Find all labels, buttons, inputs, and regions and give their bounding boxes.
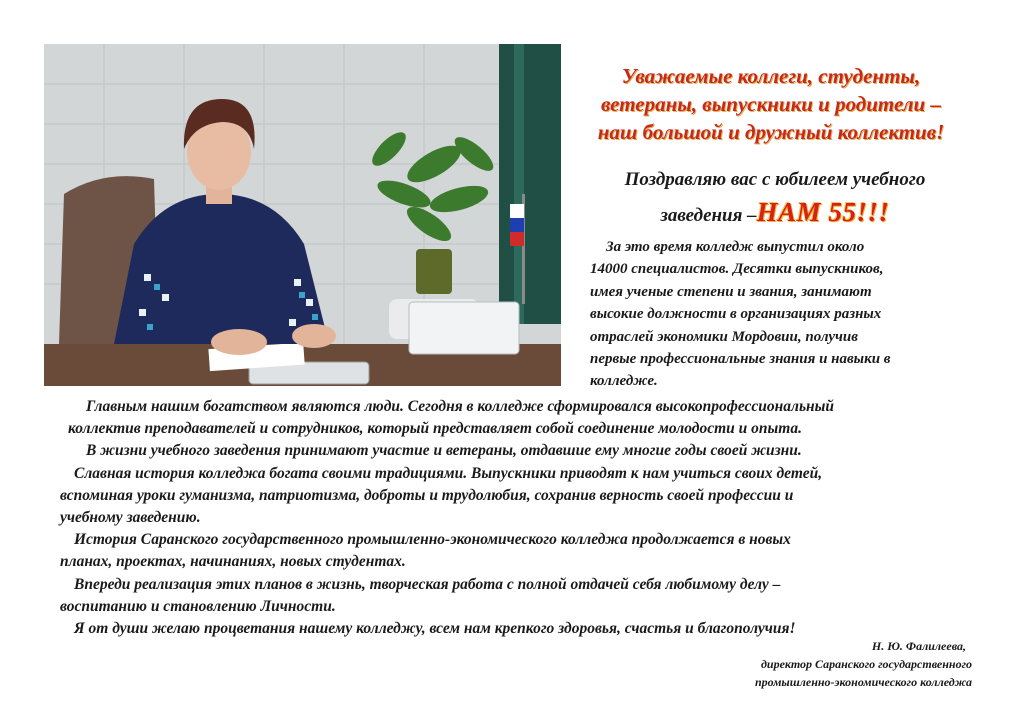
signature-title-line-1: директор Саранского государственного bbox=[760, 657, 972, 671]
greeting-line: наш большой и дружный коллектив! bbox=[597, 120, 945, 144]
congrats-prefix: заведения – bbox=[660, 205, 757, 226]
main-text-line: планах, проектах, начинаниях, новых студентах. bbox=[60, 553, 406, 571]
congrats-line-1: Поздравляю вас с юбилеем учебного bbox=[624, 169, 926, 190]
anniversary-highlight: НАМ 55!!! bbox=[756, 197, 890, 227]
main-text-line: Я от души желаю процветания нашему колледжу, всем нам крепкого здоровья, счастья и благополучия! bbox=[74, 620, 796, 638]
signature-name: Н. Ю. Фалилеева, bbox=[871, 639, 966, 653]
main-text bbox=[60, 396, 980, 640]
side-paragraph-line: отраслей экономики Мордовии, получив bbox=[590, 328, 858, 345]
side-paragraph-line: первые профессиональные знания и навыки в bbox=[590, 351, 891, 368]
main-text-line: Главным нашим богатством являются люди. Сегодня в колледже сформировался высокопрофессиональный bbox=[86, 398, 835, 415]
signature-title-line-2: промышленно-экономического колледжа bbox=[754, 675, 972, 689]
portrait-illustration bbox=[44, 44, 561, 386]
main-text-line: История Саранского государственного промышленно-экономического колледжа продолжается в новых bbox=[74, 531, 791, 549]
main-text-line: Славная история колледжа богата своими традициями. Выпускники приводят к нам учиться своих детей, bbox=[74, 464, 823, 482]
side-paragraph-line: колледже. bbox=[590, 373, 658, 390]
side-paragraph-line: За это время колледж выпустил около bbox=[606, 239, 865, 255]
side-paragraph bbox=[590, 236, 970, 393]
main-text-line: Впереди реализация этих планов в жизнь, творческая работа с полной отдачей себя любимому делу – bbox=[74, 575, 781, 593]
congrats-line-2 bbox=[570, 196, 970, 232]
signature-block bbox=[755, 637, 972, 691]
main-text-line: вспоминая уроки гуманизма, патриотизма, доброты и трудолюбия, сохранив верность своей профессии и bbox=[60, 486, 794, 504]
side-paragraph-line: высокие должности в организациях разных bbox=[590, 306, 882, 323]
director-photo bbox=[44, 44, 561, 386]
side-paragraph-line: имея ученые степени и звания, занимают bbox=[590, 283, 872, 300]
greeting-line: ветераны, выпускники и родители – bbox=[601, 92, 941, 116]
greeting-line: Уважаемые коллеги, студенты, bbox=[621, 64, 921, 88]
greeting-heading bbox=[563, 62, 979, 146]
main-text-line: учебному заведению. bbox=[60, 509, 201, 527]
main-text-line: воспитанию и становлению Личности. bbox=[60, 597, 336, 615]
anniversary-congratulation bbox=[570, 164, 970, 232]
main-text-line: коллектив преподавателей и сотрудников, который представляет собой соединение молодости и опыта. bbox=[68, 420, 802, 438]
main-text-line: В жизни учебного заведения принимают участие и ветераны, отдавшие ему многие годы своей жизни. bbox=[86, 442, 802, 460]
side-paragraph-line: 14000 специалистов. Десятки выпускников, bbox=[590, 261, 884, 278]
